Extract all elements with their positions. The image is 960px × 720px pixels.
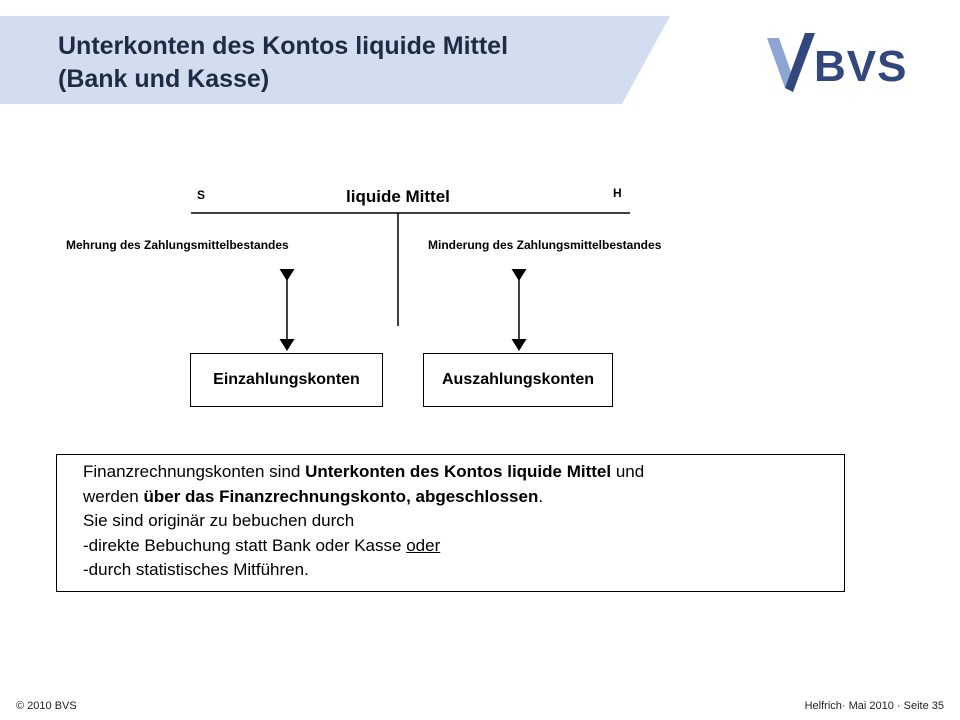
t-account-title: liquide Mittel: [346, 187, 450, 206]
minderung-caption: Minderung des Zahlungsmittelbestandes: [428, 238, 662, 252]
auszahlungskonten-box: Auszahlungskonten: [423, 353, 613, 407]
t-account-soll-label: S: [197, 188, 206, 202]
note-line-3: Sie sind originär zu bebuchen durch: [83, 511, 355, 530]
footer-page-info: Helfrich· Mai 2010 · Seite 35: [804, 700, 944, 712]
slide-title-line1: Unterkonten des Kontos liquide Mittel: [58, 32, 509, 60]
note-line-4: -direkte Bebuchung statt Bank oder Kasse oder: [83, 535, 441, 555]
footer-copyright: © 2010 BVS: [16, 700, 77, 712]
explanation-box: [56, 454, 845, 592]
note-line-5: -durch statistisches Mitführen.: [83, 560, 309, 579]
einzahlungskonten-box: Einzahlungskonten: [190, 353, 383, 407]
note-line-1: Finanzrechnungskonten sind Unterkonten des Kontos liquide Mittel und: [83, 462, 645, 481]
bvs-logo-text: BVS: [814, 42, 908, 91]
mehrung-caption: Mehrung des Zahlungsmittelbestandes: [66, 238, 289, 252]
t-account-haben-label: H: [613, 186, 622, 200]
slide-title-line2: (Bank und Kasse): [58, 65, 270, 93]
note-line-2: werden über das Finanzrechnungskonto, abgeschlossen.: [83, 486, 544, 506]
